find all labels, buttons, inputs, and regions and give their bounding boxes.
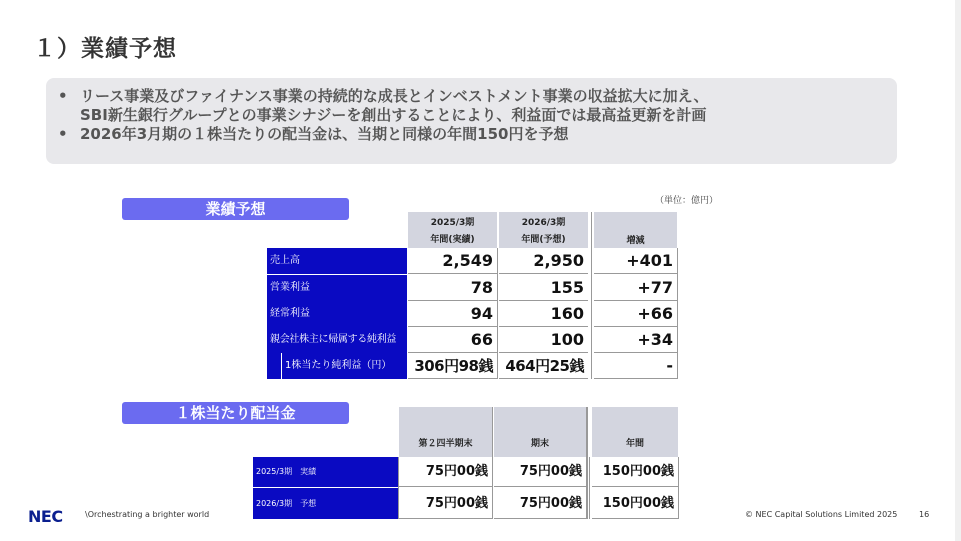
summary-box (46, 78, 897, 164)
right-edge-bar (955, 0, 961, 541)
forecast-cell-diff: +77 (594, 275, 677, 301)
forecast-cell-2026: 464円25銭 (499, 353, 588, 379)
bullet-item-2 (58, 125, 897, 144)
dividend-cell-q2: 75円00銭 (399, 457, 492, 487)
forecast-cell-diff: +34 (594, 327, 677, 353)
header-period: 2025/3期 (430, 218, 475, 228)
forecast-row-label: 売上高 (267, 248, 407, 274)
forecast-row-indent (267, 353, 281, 379)
dividend-header-end (494, 407, 586, 457)
forecast-cell-2026: 155 (499, 275, 588, 301)
column-divider (398, 457, 399, 519)
bullet-dot: • (58, 87, 68, 105)
column-divider (591, 212, 592, 379)
header-diff-label: 増減 (626, 236, 645, 246)
forecast-cell-2026: 160 (499, 301, 588, 327)
forecast-cell-2025: 2,549 (408, 248, 497, 274)
forecast-row-label: 1株当たり純利益（円） (282, 353, 407, 379)
forecast-section-label: 業績予想 (122, 198, 349, 220)
header-label: 期末 (530, 439, 549, 449)
page-number: 16 (919, 510, 930, 519)
forecast-row-label: 経常利益 (267, 301, 407, 327)
header-label: 第２四半期末 (418, 439, 473, 449)
bullet-2-text: 2026年3月期の１株当たりの配当金は、当期と同様の年間150円を予想 (80, 125, 569, 143)
dividend-header-year (592, 407, 678, 457)
forecast-cell-2026: 2,950 (499, 248, 588, 274)
forecast-cell-diff: +401 (594, 248, 677, 274)
dividend-cell-q2: 75円00銭 (399, 488, 492, 519)
page-title: １）業績予想 (33, 36, 177, 62)
column-divider (492, 407, 493, 519)
bullet-1-line-2: SBI新生銀行グループとの事業シナジーを創出することにより、利益面では最高益更新を計画 (80, 106, 707, 124)
forecast-header-2026 (499, 212, 588, 248)
forecast-cell-2025: 78 (408, 275, 497, 301)
unit-note: （単位：億円） (655, 196, 719, 206)
dividend-cell-end: 75円00銭 (494, 488, 586, 519)
forecast-cell-2025: 306円98銭 (408, 353, 497, 379)
forecast-cell-2026: 100 (499, 327, 588, 353)
header-type: 年間(予想) (521, 235, 566, 245)
copyright: © NEC Capital Solutions Limited 2025 (745, 510, 898, 519)
nec-logo: NEC (28, 507, 63, 526)
dividend-cell-end: 75円00銭 (494, 457, 586, 487)
column-divider (678, 457, 679, 519)
column-divider (589, 457, 590, 519)
column-divider (497, 248, 498, 379)
forecast-cell-diff: - (594, 353, 677, 379)
header-label: 年間 (625, 439, 644, 449)
forecast-cell-diff: +66 (594, 301, 677, 327)
forecast-header-2025 (408, 212, 497, 248)
dividend-row-label: 2026/3期 予想 (253, 488, 398, 519)
dividend-header-q2 (399, 407, 492, 457)
bullet-item-1 (58, 87, 897, 106)
dividend-section-label: １株当たり配当金 (122, 402, 349, 424)
header-period: 2026/3期 (521, 218, 566, 228)
column-divider (586, 407, 588, 519)
forecast-row-label: 営業利益 (267, 275, 407, 301)
bullet-dot: • (58, 125, 68, 143)
column-divider (677, 248, 678, 379)
bullet-1-line-1: リース事業及びファイナンス事業の持続的な成長とインベストメント事業の収益拡大に加え、 (80, 87, 709, 105)
forecast-header-diff (594, 212, 677, 248)
dividend-row-label: 2025/3期 実績 (253, 457, 398, 487)
header-type: 年間(実績) (430, 235, 475, 245)
forecast-cell-2025: 66 (408, 327, 497, 353)
brand-tagline: \Orchestrating a brighter world (85, 510, 210, 519)
dividend-cell-year: 150円00銭 (592, 488, 678, 519)
forecast-cell-2025: 94 (408, 301, 497, 327)
forecast-row-label: 親会社株主に帰属する純利益 (267, 327, 407, 353)
dividend-cell-year: 150円00銭 (592, 457, 678, 487)
